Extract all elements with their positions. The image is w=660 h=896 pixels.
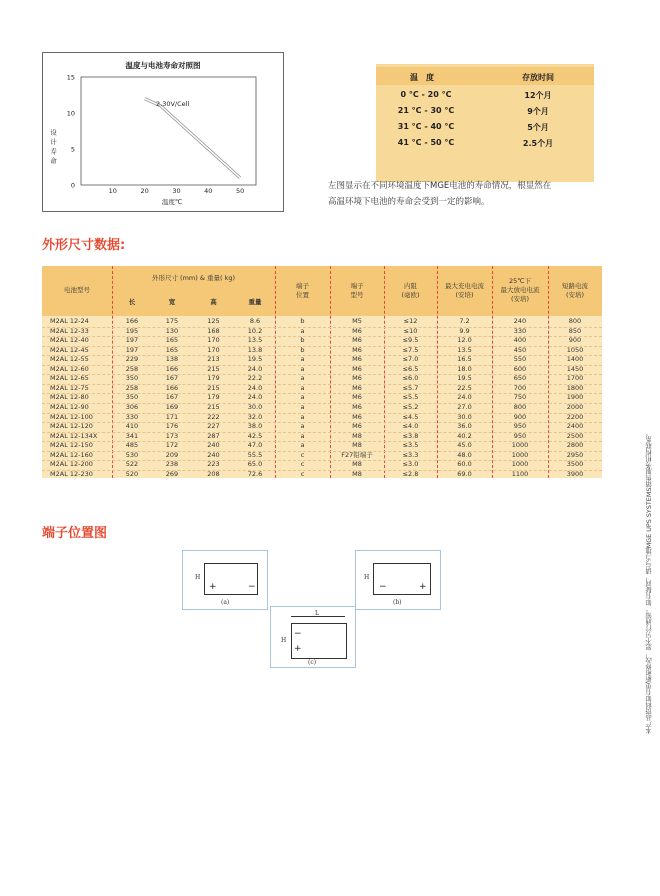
cell-weight: 8.6 bbox=[249, 317, 261, 325]
cell-length: 485 bbox=[125, 441, 139, 450]
description bbox=[328, 178, 618, 210]
storage-row-time: 2.5个月 bbox=[522, 139, 554, 148]
cell-max-charge: 36.0 bbox=[457, 422, 472, 431]
cell-width: 173 bbox=[165, 431, 179, 440]
header-line: 25℃下 bbox=[508, 277, 532, 285]
cell-max-discharge: 750 bbox=[513, 393, 527, 402]
cell-short-circuit: 900 bbox=[568, 336, 582, 345]
cell-length: 166 bbox=[125, 317, 139, 325]
cell-terminal-type: M8 bbox=[352, 431, 362, 440]
life-chart-svg bbox=[43, 53, 283, 211]
cell-resistance: ≤5.5 bbox=[402, 393, 419, 402]
cell-max-charge: 40.2 bbox=[457, 431, 472, 440]
chart-xlabel: 温度℃ bbox=[161, 198, 183, 206]
cell-height: 213 bbox=[207, 355, 220, 364]
cell-terminal-type: M6 bbox=[352, 383, 362, 392]
cell-max-discharge: 950 bbox=[513, 422, 527, 431]
cell-model: M2AL 12-134X bbox=[50, 431, 98, 440]
header-line: (毫欧) bbox=[401, 291, 420, 299]
cell-weight: 22.2 bbox=[247, 374, 263, 383]
cell-terminal-type: M6 bbox=[352, 364, 362, 373]
cell-width: 209 bbox=[165, 450, 179, 459]
height-label: H bbox=[281, 637, 287, 644]
cell-width: 176 bbox=[165, 422, 179, 431]
cell-max-charge: 9.9 bbox=[459, 326, 470, 335]
cell-weight: 42.5 bbox=[247, 431, 263, 440]
cell-short-circuit: 2500 bbox=[566, 431, 584, 440]
cell-height: 215 bbox=[207, 364, 220, 373]
cell-weight: 65.0 bbox=[247, 460, 263, 469]
header-dims: 外形尺寸 (mm) & 重量( kg) bbox=[151, 274, 236, 282]
plus-terminal: + bbox=[419, 582, 427, 592]
cell-terminal-type: M6 bbox=[352, 355, 362, 364]
cell-weight: 10.2 bbox=[247, 326, 263, 335]
cell-width: 269 bbox=[165, 469, 179, 478]
cell-model: M2AL 12-45 bbox=[50, 345, 89, 354]
cell-width: 175 bbox=[165, 317, 179, 325]
cell-terminal-position: a bbox=[300, 431, 305, 440]
cell-length: 341 bbox=[125, 431, 139, 440]
chart-ylabel: 设计寿命 bbox=[49, 129, 57, 167]
cell-weight: 19.5 bbox=[247, 355, 263, 364]
cell-short-circuit: 800 bbox=[568, 317, 582, 325]
cell-width: 130 bbox=[165, 326, 179, 335]
storage-row-time: 9个月 bbox=[527, 107, 549, 116]
cell-short-circuit: 2000 bbox=[566, 402, 584, 411]
cell-height: 179 bbox=[207, 393, 220, 402]
cell-length: 350 bbox=[125, 374, 139, 383]
cell-length: 197 bbox=[125, 345, 139, 354]
cell-model: M2AL 12-100 bbox=[50, 412, 93, 421]
cell-short-circuit: 1700 bbox=[566, 374, 584, 383]
cell-terminal-position: a bbox=[300, 355, 305, 364]
cell-height: 208 bbox=[207, 469, 220, 478]
cell-model: M2AL 12-60 bbox=[50, 364, 89, 373]
cell-short-circuit: 2950 bbox=[566, 450, 584, 459]
caption-c: (c) bbox=[308, 659, 317, 666]
cell-terminal-position: b bbox=[300, 336, 305, 345]
cell-length: 258 bbox=[125, 364, 139, 373]
cell-max-discharge: 1000 bbox=[511, 450, 529, 459]
cell-width: 171 bbox=[165, 412, 179, 421]
cell-weight: 24.0 bbox=[247, 383, 263, 392]
cell-width: 166 bbox=[165, 364, 179, 373]
cell-resistance: ≤4.0 bbox=[402, 422, 419, 431]
height-label: H bbox=[195, 574, 201, 581]
cell-max-discharge: 330 bbox=[513, 326, 527, 335]
cell-model: M2AL 12-33 bbox=[50, 326, 89, 335]
cell-terminal-position: b bbox=[300, 345, 305, 354]
cell-max-charge: 22.5 bbox=[457, 383, 472, 392]
cell-length: 195 bbox=[125, 326, 139, 335]
cell-width: 167 bbox=[165, 374, 179, 383]
cell-length: 410 bbox=[125, 422, 139, 431]
cell-max-charge: 12.0 bbox=[457, 336, 472, 345]
storage-row-temp: 0 °C - 20 °C bbox=[400, 90, 452, 99]
cell-length: 520 bbox=[125, 469, 139, 478]
header-line: (安培) bbox=[510, 295, 530, 303]
cell-resistance: ≤3.3 bbox=[402, 450, 419, 459]
cell-height: 168 bbox=[207, 326, 220, 335]
cell-weight: 32.0 bbox=[247, 412, 263, 421]
storage-header-time: 存放时间 bbox=[522, 73, 554, 82]
cell-model: M2AL 12-40 bbox=[50, 336, 89, 345]
cell-weight: 24.0 bbox=[247, 393, 263, 402]
cell-weight: 55.5 bbox=[247, 450, 263, 459]
cell-width: 238 bbox=[165, 460, 179, 469]
cell-model: M2AL 12-230 bbox=[50, 469, 93, 478]
cell-model: M2AL 12-120 bbox=[50, 422, 93, 431]
storage-row-time: 5个月 bbox=[527, 123, 549, 132]
cell-max-discharge: 600 bbox=[513, 364, 527, 373]
cell-max-discharge: 400 bbox=[513, 336, 527, 345]
cell-resistance: ≤5.7 bbox=[402, 383, 419, 392]
cell-height: 215 bbox=[207, 402, 220, 411]
header-length: 长 bbox=[128, 298, 136, 306]
plus-terminal: + bbox=[209, 582, 217, 592]
x-tick-label: 30 bbox=[172, 187, 181, 195]
cell-max-charge: 16.5 bbox=[457, 355, 472, 364]
cell-terminal-type: M8 bbox=[352, 460, 362, 469]
cell-short-circuit: 1400 bbox=[566, 355, 584, 364]
storage-row-temp: 41 °C - 50 °C bbox=[397, 138, 455, 147]
cell-model: M2AL 12-24 bbox=[50, 317, 89, 325]
header-line: 位置 bbox=[296, 291, 309, 299]
cell-terminal-position: a bbox=[300, 441, 305, 450]
header-line: 最大充电电流 bbox=[445, 282, 484, 290]
cell-terminal-type: M6 bbox=[352, 402, 362, 411]
cell-terminal-type: M6 bbox=[352, 345, 362, 354]
minus-terminal: − bbox=[294, 629, 302, 639]
cell-width: 167 bbox=[165, 393, 179, 402]
x-tick-label: 20 bbox=[140, 187, 149, 195]
cell-terminal-position: c bbox=[300, 450, 305, 459]
cell-max-charge: 19.5 bbox=[457, 374, 472, 383]
cell-terminal-position: a bbox=[300, 412, 305, 421]
cell-length: 530 bbox=[125, 450, 139, 459]
cell-short-circuit: 850 bbox=[568, 326, 582, 335]
cell-max-discharge: 650 bbox=[513, 374, 527, 383]
chart-annotation: 2.30V/Cell bbox=[156, 100, 190, 108]
cell-weight: 47.0 bbox=[247, 441, 263, 450]
terminal-diagram-b bbox=[355, 550, 441, 610]
cell-max-discharge: 240 bbox=[513, 317, 527, 325]
y-tick-label: 15 bbox=[66, 73, 75, 82]
cell-short-circuit: 3500 bbox=[566, 460, 584, 469]
cell-width: 138 bbox=[165, 355, 179, 364]
cell-max-discharge: 1000 bbox=[511, 441, 529, 450]
cell-height: 222 bbox=[207, 412, 220, 421]
header-line: (安培) bbox=[455, 291, 474, 299]
x-tick-label: 40 bbox=[204, 187, 213, 195]
cell-length: 306 bbox=[125, 402, 139, 411]
cell-max-discharge: 450 bbox=[513, 345, 527, 354]
cell-terminal-type: M8 bbox=[352, 469, 362, 478]
header-line: 端子 bbox=[296, 282, 309, 290]
cell-short-circuit: 1900 bbox=[566, 393, 584, 402]
cell-resistance: ≤4.5 bbox=[402, 412, 419, 421]
storage-row-temp: 31 °C - 40 °C bbox=[397, 122, 455, 131]
chart-title: 温度与电池寿命对照图 bbox=[125, 61, 201, 70]
cell-short-circuit: 3900 bbox=[566, 469, 584, 478]
cell-resistance: ≤7.0 bbox=[402, 355, 419, 364]
storage-row-time: 12个月 bbox=[524, 91, 552, 100]
storage-header-temp: 温 度 bbox=[410, 73, 434, 82]
x-tick-label: 10 bbox=[108, 187, 117, 195]
cell-max-discharge: 700 bbox=[513, 383, 527, 392]
cell-resistance: ≤2.8 bbox=[402, 469, 419, 478]
cell-max-discharge: 1100 bbox=[511, 469, 529, 478]
length-label: L bbox=[315, 610, 319, 617]
cell-terminal-position: a bbox=[300, 422, 305, 431]
cell-terminal-position: c bbox=[300, 469, 305, 478]
cell-terminal-position: a bbox=[300, 364, 305, 373]
cell-height: 170 bbox=[207, 336, 220, 345]
description-line: 左图显示在不同环境温度下MGE电池的寿命情况，根显然在 bbox=[328, 181, 552, 191]
cell-short-circuit: 2400 bbox=[566, 422, 584, 431]
description-line: 高温环境下电池的寿命会受到一定的影响。 bbox=[328, 197, 490, 207]
cell-width: 172 bbox=[165, 441, 179, 450]
cell-model: M2AL 12-55 bbox=[50, 355, 89, 364]
cell-resistance: ≤9.5 bbox=[402, 336, 419, 345]
cell-terminal-type: F27铅端子 bbox=[341, 450, 373, 459]
header-line: (安培) bbox=[565, 291, 585, 299]
cell-max-charge: 27.0 bbox=[457, 402, 472, 411]
header-height: 高 bbox=[210, 298, 217, 306]
cell-weight: 13.8 bbox=[247, 345, 263, 354]
side-note: 本产品资料如有更新和修改，恕不另行通知。如有疑问，请与当地MGE UPS SYSTEMS销售服务机构联系。 bbox=[645, 430, 653, 734]
cell-length: 229 bbox=[125, 355, 139, 364]
terminal-heading: 端子位置图 bbox=[42, 526, 108, 541]
header-max-charge bbox=[437, 282, 492, 300]
cell-terminal-type: M6 bbox=[352, 336, 362, 345]
cell-width: 169 bbox=[165, 402, 179, 411]
header-line: 型号 bbox=[350, 291, 364, 299]
cell-max-charge: 24.0 bbox=[457, 393, 472, 402]
cell-height: 287 bbox=[207, 431, 220, 440]
header-width: 宽 bbox=[168, 298, 176, 306]
cell-length: 258 bbox=[125, 383, 139, 392]
cell-resistance: ≤5.2 bbox=[402, 402, 419, 411]
cell-model: M2AL 12-200 bbox=[50, 460, 93, 469]
cell-short-circuit: 1800 bbox=[566, 383, 584, 392]
header-short-circuit bbox=[548, 282, 602, 300]
cell-max-discharge: 800 bbox=[513, 402, 527, 411]
terminal-diagram-c bbox=[270, 606, 356, 668]
cell-resistance: ≤10 bbox=[403, 326, 418, 335]
cell-max-charge: 30.0 bbox=[457, 412, 472, 421]
caption-a: (a) bbox=[221, 599, 230, 606]
cell-model: M2AL 12-160 bbox=[50, 450, 93, 459]
caption-b: (b) bbox=[393, 599, 402, 606]
cell-height: 170 bbox=[207, 345, 220, 354]
cell-resistance: ≤3.5 bbox=[402, 441, 419, 450]
cell-short-circuit: 2800 bbox=[566, 441, 584, 450]
cell-weight: 30.0 bbox=[247, 402, 263, 411]
header-model: 电池型号 bbox=[64, 286, 90, 294]
cell-terminal-position: b bbox=[300, 317, 305, 325]
y-tick-label: 0 bbox=[70, 181, 75, 190]
cell-max-discharge: 550 bbox=[513, 355, 527, 364]
cell-resistance: ≤7.5 bbox=[402, 345, 419, 354]
cell-resistance: ≤12 bbox=[403, 317, 418, 325]
cell-terminal-position: a bbox=[300, 383, 305, 392]
cell-length: 330 bbox=[125, 412, 139, 421]
plus-terminal: + bbox=[294, 644, 302, 654]
header-terminal-type bbox=[330, 282, 384, 300]
cell-height: 179 bbox=[207, 374, 220, 383]
cell-resistance: ≤3.8 bbox=[402, 431, 419, 440]
header-terminal-position bbox=[275, 282, 330, 300]
cell-max-charge: 7.2 bbox=[459, 317, 470, 325]
cell-terminal-position: a bbox=[300, 402, 305, 411]
cell-max-discharge: 900 bbox=[513, 412, 527, 421]
cell-max-discharge: 950 bbox=[513, 431, 527, 440]
cell-height: 240 bbox=[207, 450, 220, 459]
cell-model: M2AL 12-150 bbox=[50, 441, 93, 450]
cell-terminal-type: M5 bbox=[352, 317, 362, 325]
cell-width: 166 bbox=[165, 383, 179, 392]
cell-terminal-type: M6 bbox=[352, 326, 362, 335]
cell-resistance: ≤6.5 bbox=[402, 364, 419, 373]
cell-length: 197 bbox=[125, 336, 139, 345]
cell-terminal-type: M8 bbox=[352, 441, 362, 450]
cell-terminal-position: c bbox=[300, 460, 305, 469]
dimensions-heading: 外形尺寸数据: bbox=[42, 238, 126, 253]
cell-height: 223 bbox=[207, 460, 220, 469]
chart-y-ticks bbox=[67, 74, 75, 190]
cell-short-circuit: 1050 bbox=[566, 345, 584, 354]
header-line: 内阻 bbox=[404, 282, 417, 290]
header-max-discharge bbox=[492, 277, 548, 304]
cell-max-charge: 18.0 bbox=[457, 364, 472, 373]
cell-terminal-type: M6 bbox=[352, 374, 362, 383]
cell-height: 227 bbox=[207, 422, 220, 431]
terminal-diagram-a bbox=[182, 550, 268, 610]
cell-weight: 38.0 bbox=[247, 422, 263, 431]
height-label: H bbox=[364, 574, 370, 581]
header-resistance bbox=[384, 282, 437, 300]
cell-max-charge: 69.0 bbox=[457, 469, 472, 478]
cell-terminal-position: a bbox=[300, 326, 305, 335]
cell-short-circuit: 2200 bbox=[566, 412, 584, 421]
header-line: 端子 bbox=[350, 282, 364, 290]
cell-terminal-type: M6 bbox=[352, 412, 362, 421]
y-tick-label: 5 bbox=[70, 145, 75, 154]
cell-weight: 24.0 bbox=[247, 364, 263, 373]
cell-max-charge: 45.0 bbox=[457, 441, 472, 450]
cell-max-discharge: 1000 bbox=[511, 460, 529, 469]
header-line: 最大放电电流 bbox=[500, 286, 540, 294]
cell-terminal-type: M6 bbox=[352, 393, 362, 402]
cell-max-charge: 60.0 bbox=[457, 460, 472, 469]
header-weight: 重量 bbox=[248, 298, 262, 306]
cell-resistance: ≤3.0 bbox=[402, 460, 419, 469]
cell-max-charge: 13.5 bbox=[457, 345, 472, 354]
x-tick-label: 50 bbox=[235, 187, 245, 195]
cell-height: 240 bbox=[207, 441, 220, 450]
cell-terminal-position: a bbox=[300, 393, 305, 402]
storage-row-temp: 21 °C - 30 °C bbox=[397, 106, 455, 115]
cell-terminal-position: a bbox=[300, 374, 305, 383]
chart-x-ticks bbox=[109, 187, 245, 195]
cell-width: 165 bbox=[165, 345, 179, 354]
cell-max-charge: 48.0 bbox=[457, 450, 472, 459]
cell-model: M2AL 12-65 bbox=[50, 374, 89, 383]
minus-terminal: − bbox=[379, 582, 387, 592]
cell-length: 350 bbox=[125, 393, 139, 402]
cell-resistance: ≤6.0 bbox=[402, 374, 419, 383]
cell-model: M2AL 12-80 bbox=[50, 393, 89, 402]
cell-weight: 72.6 bbox=[247, 469, 263, 478]
cell-model: M2AL 12-75 bbox=[50, 383, 89, 392]
life-chart bbox=[42, 52, 284, 212]
cell-terminal-type: M6 bbox=[352, 422, 362, 431]
cell-height: 215 bbox=[207, 383, 220, 392]
cell-weight: 13.5 bbox=[247, 336, 263, 345]
header-line: 短路电流 bbox=[562, 282, 588, 290]
cell-short-circuit: 1450 bbox=[566, 364, 584, 373]
minus-terminal: − bbox=[248, 582, 256, 592]
cell-width: 165 bbox=[165, 336, 179, 345]
cell-model: M2AL 12-90 bbox=[50, 402, 89, 411]
cell-height: 125 bbox=[207, 317, 220, 325]
cell-length: 522 bbox=[125, 460, 139, 469]
y-tick-label: 10 bbox=[66, 109, 75, 118]
